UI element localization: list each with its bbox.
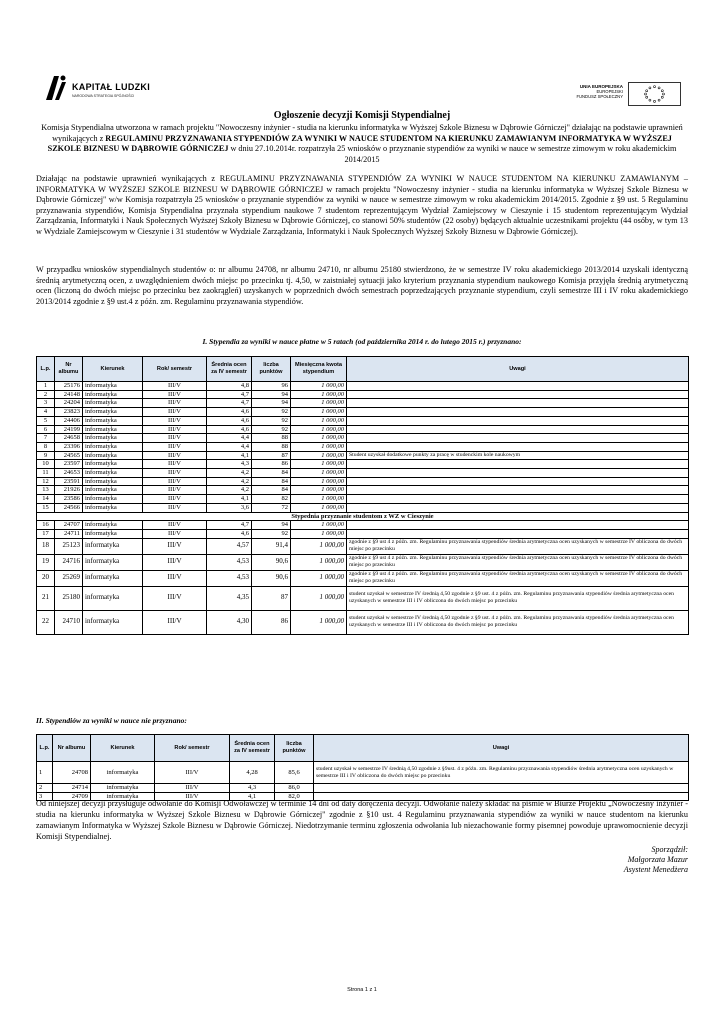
amount-cell: 1 000,00 — [291, 408, 347, 417]
eu-logo-text — [576, 84, 623, 100]
page-title: Ogłoszenie decyzji Komisji Stypendialnej — [273, 110, 451, 121]
semester-cell: III/V — [143, 570, 207, 586]
average-cell: 4,28 — [230, 762, 275, 784]
notes-cell: Student uzyskał dodatkowe punkty za pracę w studenckim kole naukowym — [347, 451, 689, 460]
points-cell: 85,6 — [275, 762, 314, 784]
kierunek-cell: informatyka — [83, 529, 143, 538]
average-cell: 4,1 — [207, 495, 252, 504]
amount-cell: 1 000,00 — [291, 538, 347, 554]
table-row — [37, 390, 689, 399]
signature-block — [624, 845, 688, 875]
table-row — [37, 434, 689, 443]
lp-cell: 16 — [37, 521, 55, 530]
semester-cell: III/V — [143, 610, 207, 634]
album-cell: 23597 — [55, 460, 83, 469]
semester-cell: III/V — [143, 538, 207, 554]
kierunek-cell: informatyka — [83, 442, 143, 451]
table2-header-cell: Uwagi — [314, 735, 689, 762]
average-cell: 4,2 — [207, 469, 252, 478]
eu-line2: EUROPEJSKI — [596, 89, 623, 95]
notes-cell — [347, 477, 689, 486]
semester-cell: III/V — [155, 792, 230, 801]
amount-cell: 1 000,00 — [291, 610, 347, 634]
table-row — [37, 486, 689, 495]
average-cell: 4,53 — [207, 554, 252, 570]
table-row — [37, 477, 689, 486]
lp-cell: 17 — [37, 529, 55, 538]
lp-cell: 4 — [37, 408, 55, 417]
points-cell: 90,6 — [252, 554, 291, 570]
table2-header-row — [37, 735, 689, 762]
lp-cell: 1 — [37, 382, 55, 391]
table1-header-cell: Miesięczna kwota stypendium — [291, 357, 347, 382]
amount-cell: 1 000,00 — [291, 434, 347, 443]
notes-cell — [347, 434, 689, 443]
average-cell: 4,4 — [207, 434, 252, 443]
notes-cell: student uzyskał w semestrze IV średnią 4,50 zgodnie z §9ust. 4 z późn. zm. Regulaminu przyznawania stypendiów średnia arytmetyczna ocen uzyskanych w semestrze III i IV obliczona do dwóch miejsc po przecinku — [314, 762, 689, 784]
notes-cell — [347, 521, 689, 530]
points-cell: 86 — [252, 610, 291, 634]
album-cell: 24708 — [53, 762, 91, 784]
lp-cell: 19 — [37, 554, 55, 570]
amount-cell: 1 000,00 — [291, 554, 347, 570]
table-row — [37, 416, 689, 425]
average-cell: 4,35 — [207, 586, 252, 610]
points-cell: 94 — [252, 399, 291, 408]
table-row — [37, 425, 689, 434]
table-row — [37, 529, 689, 538]
amount-cell: 1 000,00 — [291, 425, 347, 434]
notes-cell — [347, 442, 689, 451]
semester-cell: III/V — [143, 495, 207, 504]
amount-cell: 1 000,00 — [291, 503, 347, 512]
points-cell: 84 — [252, 477, 291, 486]
amount-cell: 1 000,00 — [291, 451, 347, 460]
album-cell: 23586 — [55, 495, 83, 504]
lp-cell: 5 — [37, 416, 55, 425]
average-cell: 4,1 — [207, 451, 252, 460]
average-cell: 4,1 — [230, 792, 275, 801]
table-row — [37, 554, 689, 570]
amount-cell: 1 000,00 — [291, 570, 347, 586]
points-cell: 84 — [252, 469, 291, 478]
points-cell: 92 — [252, 529, 291, 538]
amount-cell: 1 000,00 — [291, 416, 347, 425]
average-cell: 4,6 — [207, 408, 252, 417]
semester-cell: III/V — [143, 425, 207, 434]
table-row — [37, 382, 689, 391]
semester-cell: III/V — [155, 762, 230, 784]
logo-subtitle: NARODOWA STRATEGIA SPÓJNOŚCI — [72, 94, 135, 98]
logo-title: KAPITAŁ LUDZKI — [72, 82, 151, 92]
average-cell: 3,6 — [207, 503, 252, 512]
notes-cell: student uzyskał w semestrze IV średnią 4,50 zgodnie z §9 ust. 4 z późn. zm. Regulaminu przyznawania stypendiów średnia arytmetyczna ocen uzyskanych w semestrze III i IV obliczona do dwóch miejsc po przecinku — [347, 610, 689, 634]
lp-cell: 8 — [37, 442, 55, 451]
amount-cell: 1 000,00 — [291, 477, 347, 486]
amount-cell: 1 000,00 — [291, 390, 347, 399]
lp-cell: 15 — [37, 503, 55, 512]
points-cell: 87 — [252, 586, 291, 610]
table1-header-cell: Kierunek — [83, 357, 143, 382]
lp-cell: 21 — [37, 586, 55, 610]
semester-cell: III/V — [143, 399, 207, 408]
lp-cell: 1 — [37, 762, 53, 784]
table2-header — [37, 735, 689, 762]
album-cell: 24204 — [55, 399, 83, 408]
points-cell: 91,4 — [252, 538, 291, 554]
notes-cell — [347, 425, 689, 434]
lp-cell: 20 — [37, 570, 55, 586]
semester-cell: III/V — [143, 460, 207, 469]
kierunek-cell: informatyka — [91, 762, 155, 784]
lp-cell: 11 — [37, 469, 55, 478]
table1-header-cell: Średnia ocen za IV semestr — [207, 357, 252, 382]
average-cell: 4,6 — [207, 425, 252, 434]
lp-cell: 22 — [37, 610, 55, 634]
kierunek-cell: informatyka — [83, 469, 143, 478]
lp-cell: 13 — [37, 486, 55, 495]
eu-line3: FUNDUSZ SPOŁECZNY — [576, 94, 623, 100]
album-cell: 24199 — [55, 425, 83, 434]
notes-cell — [347, 460, 689, 469]
amount-cell: 1 000,00 — [291, 495, 347, 504]
points-cell: 86,0 — [275, 784, 314, 793]
lp-cell: 7 — [37, 434, 55, 443]
kierunek-cell: informatyka — [83, 425, 143, 434]
points-cell: 96 — [252, 382, 291, 391]
semester-cell: III/V — [143, 416, 207, 425]
album-cell: 24711 — [55, 529, 83, 538]
table1-header-cell: L.p. — [37, 357, 55, 382]
table1-header-row — [37, 357, 689, 382]
lp-cell: 2 — [37, 784, 53, 793]
album-cell: 24406 — [55, 416, 83, 425]
kierunek-cell: informatyka — [83, 538, 143, 554]
average-cell: 4,2 — [207, 477, 252, 486]
points-cell: 92 — [252, 416, 291, 425]
notes-cell: zgodnie z §9 ust 4 z późn. zm. Regulaminu przyznawania stypendiów średnia arytmetyczna ocen uzyskanych w semestrze IV obliczona do dwóch miejsc po przecinku — [347, 554, 689, 570]
average-cell: 4,53 — [207, 570, 252, 586]
table-row — [37, 408, 689, 417]
points-cell: 86 — [252, 460, 291, 469]
kierunek-cell: informatyka — [91, 784, 155, 793]
semester-cell: III/V — [143, 486, 207, 495]
points-cell: 82,0 — [275, 792, 314, 801]
album-cell: 24710 — [55, 610, 83, 634]
notes-cell: zgodnie z §9 ust 4 z późn. zm. Regulaminu przyznawania stypendiów średnia arytmetyczna ocen uzyskanych w semestrze IV obliczona do dwóch miejsc po przecinku — [347, 570, 689, 586]
notes-cell — [347, 382, 689, 391]
semester-cell: III/V — [143, 586, 207, 610]
amount-cell: 1 000,00 — [291, 586, 347, 610]
appeal-paragraph: Od niniejszej decyzji przysługuje odwołanie do Komisji Odwoławczej w terminie 14 dni od daty doręczenia decyzji. Odwołanie należy składać na piśmie w Biurze Projektu „Nowoczesny inżynier - studia na kierunku informatyka w Wyższej Szkole Biznesu w Dąbrowie Górniczej" zgodnie z §10 ust. 4 Regulaminu przyznawania stypendiów za wyniki w nauce studentom na kierunku zamawianym Informatyka w Wyższej Szkole Biznesu w Dąbrowie Górniczej. Niedotrzymanie terminu zgłoszenia odwołania lub niezachowanie formy pisemnej powoduje uprawomocnienie decyzji Komisji Stypendialnej. — [36, 799, 688, 841]
lp-cell: 10 — [37, 460, 55, 469]
album-cell: 21926 — [55, 486, 83, 495]
notes-cell — [347, 390, 689, 399]
album-cell: 24653 — [55, 469, 83, 478]
average-cell: 4,7 — [207, 399, 252, 408]
points-cell: 72 — [252, 503, 291, 512]
intro-part-c: w dniu 27.10.2014r. rozpatrzyła 25 wniosków o przyznanie stypendiów za wyniki w nauce w semestrze zimowym w roku akademickim 2014/2015 — [228, 144, 677, 164]
table-row — [37, 442, 689, 451]
table-row — [37, 610, 689, 634]
kierunek-cell: informatyka — [83, 382, 143, 391]
table1-header-cell: Rok/ semestr — [143, 357, 207, 382]
lp-cell: 6 — [37, 425, 55, 434]
intro-paragraph — [36, 123, 688, 165]
album-cell: 25180 — [55, 586, 83, 610]
lp-cell: 18 — [37, 538, 55, 554]
notes-cell — [347, 495, 689, 504]
table-row — [37, 762, 689, 784]
table-row — [37, 586, 689, 610]
table1-header-cell: liczba punktów — [252, 357, 291, 382]
album-cell: 24658 — [55, 434, 83, 443]
semester-cell: III/V — [143, 442, 207, 451]
semester-cell: III/V — [143, 554, 207, 570]
amount-cell: 1 000,00 — [291, 469, 347, 478]
kierunek-cell: informatyka — [83, 486, 143, 495]
table-row — [37, 503, 689, 512]
amount-cell: 1 000,00 — [291, 442, 347, 451]
table-row — [37, 521, 689, 530]
intro-part-a: Komisja Stypendialna utworzona w ramach projektu "Nowoczesny inżynier - studia na kierunku informatyka w Wyższej Szkole Biznesu w Dąbrowie Górniczej" działając na podstawie uprawnień wynikających z — [41, 123, 683, 143]
table-row — [37, 460, 689, 469]
album-cell: 24148 — [55, 390, 83, 399]
average-cell: 4,6 — [207, 529, 252, 538]
album-cell: 24716 — [55, 554, 83, 570]
kierunek-cell: informatyka — [83, 554, 143, 570]
signature-role: Asystent Menedżera — [623, 865, 688, 874]
album-cell: 25269 — [55, 570, 83, 586]
table1-body — [37, 382, 689, 635]
notes-cell — [347, 408, 689, 417]
album-cell: 24566 — [55, 503, 83, 512]
amount-cell: 1 000,00 — [291, 399, 347, 408]
notes-cell — [314, 784, 689, 793]
kierunek-cell: informatyka — [83, 416, 143, 425]
semester-cell: III/V — [143, 469, 207, 478]
lp-cell: 9 — [37, 451, 55, 460]
notes-cell: zgodnie z §9 ust 4 z późn. zm. Regulaminu przyznawania stypendiów średnia arytmetyczna ocen uzyskanych w semestrze IV obliczona do dwóch miejsc po przecinku — [347, 538, 689, 554]
kapital-ludzki-symbol-icon — [44, 74, 68, 102]
album-cell: 25123 — [55, 538, 83, 554]
average-cell: 4,6 — [207, 416, 252, 425]
lp-cell: 2 — [37, 390, 55, 399]
points-cell: 92 — [252, 408, 291, 417]
notes-cell — [347, 469, 689, 478]
table-row — [37, 495, 689, 504]
semester-cell: III/V — [143, 434, 207, 443]
notes-cell — [347, 486, 689, 495]
points-cell: 88 — [252, 434, 291, 443]
tie-break-paragraph: W przypadku wniosków stypendialnych studentów o: nr albumu 24708, nr albumu 24710, nr albumu 25180 stwierdzono, że w semestrze IV roku akademickiego 2013/2014 uzyskali identyczną średnią arytmetyczną ocen, z uwzględnieniem dwóch miejsc po przecinku tj. 4,50, w zaistniałej sytuacji jako kryterium przyznania stypendium naukowego Komisja przyjęła średnią arytmetyczną ocen (liczoną do dwóch miejsc po przecinku bez zaokrągleń) uzyskanych w poprzednich dwóch semestrach poprzedzających przyznanie stypendium, czyli semestrze III i IV roku akademickiego 2013/2014 zgodnie z §9 ust.4 z późn. zm. Regulaminu przyznawania stypendiów. — [36, 265, 688, 306]
table-row — [37, 469, 689, 478]
average-cell: 4,57 — [207, 538, 252, 554]
notes-cell — [347, 529, 689, 538]
table2-body — [37, 762, 689, 801]
album-cell: 24714 — [53, 784, 91, 793]
points-cell: 92 — [252, 425, 291, 434]
amount-cell: 1 000,00 — [291, 486, 347, 495]
points-cell: 88 — [252, 442, 291, 451]
table2-header-cell: Średnia ocen za IV semestr — [230, 735, 275, 762]
kierunek-cell: informatyka — [83, 460, 143, 469]
lp-cell: 3 — [37, 792, 53, 801]
notes-cell: student uzyskał w semestrze IV średnią 4,50 zgodnie z §9 ust. 4 z późn. zm. Regulaminu przyznawania stypendiów średnia arytmetyczna ocen uzyskanych w semestrze III i IV obliczona do dwóch miejsc po przecinku — [347, 586, 689, 610]
average-cell: 4,3 — [230, 784, 275, 793]
lp-cell: 3 — [37, 399, 55, 408]
kierunek-cell: informatyka — [83, 399, 143, 408]
notes-cell — [347, 503, 689, 512]
points-cell: 87 — [252, 451, 291, 460]
points-cell: 94 — [252, 521, 291, 530]
album-cell: 23823 — [55, 408, 83, 417]
album-cell: 24565 — [55, 451, 83, 460]
eu-line1: UNIA EUROPEJSKA — [579, 84, 623, 89]
semester-cell: III/V — [143, 503, 207, 512]
semester-cell: III/V — [143, 529, 207, 538]
album-cell: 24709 — [53, 792, 91, 801]
eu-flag-icon — [628, 82, 681, 106]
table-row — [37, 538, 689, 554]
table2-header-cell: Nr albumu — [53, 735, 91, 762]
table1-header-cell: Uwagi — [347, 357, 689, 382]
kierunek-cell: informatyka — [91, 792, 155, 801]
notes-cell — [347, 416, 689, 425]
lp-cell: 12 — [37, 477, 55, 486]
kierunek-cell: informatyka — [83, 451, 143, 460]
semester-cell: III/V — [143, 408, 207, 417]
average-cell: 4,8 — [207, 382, 252, 391]
kierunek-cell: informatyka — [83, 434, 143, 443]
average-cell: 4,7 — [207, 521, 252, 530]
semester-cell: III/V — [143, 477, 207, 486]
table2-header-cell: L.p. — [37, 735, 53, 762]
semester-cell: III/V — [143, 382, 207, 391]
kierunek-cell: informatyka — [83, 495, 143, 504]
average-cell: 4,3 — [207, 460, 252, 469]
table2-header-cell: Kierunek — [91, 735, 155, 762]
amount-cell: 1 000,00 — [291, 382, 347, 391]
table-row — [37, 570, 689, 586]
average-cell: 4,7 — [207, 390, 252, 399]
points-cell: 90,6 — [252, 570, 291, 586]
amount-cell: 1 000,00 — [291, 529, 347, 538]
semester-cell: III/V — [143, 451, 207, 460]
table1-header-cell: Nr albumu — [55, 357, 83, 382]
section-row — [37, 512, 689, 521]
album-cell: 25176 — [55, 382, 83, 391]
page-footer: Strona 1 z 1 — [347, 987, 377, 993]
decision-paragraph: Działając na podstawie uprawnień wynikających z REGULAMINU PRZYZNAWANIA STYPENDIÓW ZA WYNIKI W NAUCE STUDENTOM NA KIERUNKU ZAMAWIANYM – INFORMATYKA W WYŻSZEJ SZKOLE BIZNESU W DĄBROWIE GÓRNICZEJ w ramach projektu "Nowoczesny inżynier - studia na kierunku informatyka w Wyższej Szkole Biznesu w Dąbrowie Górniczej" w/w Komisja rozpatrzyła 25 wniosków o przyznanie stypendiów za wyniki w nauce w semestrze zimowym w roku akademickim 2014/2015. Zgodnie z §9 ust. 5 Regulaminu przyznawania stypendiów, Komisja Stypendialna przyznała stypendium naukowe 7 studentom reprezentującym Wydział Zamiejscowy w Cieszynie i 15 studentom reprezentującym Wydział Zarządzania, Informatyki i Nauk Społecznych Wyższej Szkoły Biznesu w Dąbrowie Górniczej, co stanowi 50% studentów (22 osoby) będących aktualnie uczestnikami projektu (44 osóby, w tym 13 w Wydziale Zamiejscowym w Cieszynie i 31 studentów w Wydziale Zarządzania, Informatyki i Nauk Społecznych Wyższej Szkoły Biznesu w Dąbrowie Górniczej). — [36, 174, 688, 236]
semester-cell: III/V — [143, 390, 207, 399]
semester-cell: III/V — [143, 521, 207, 530]
table2-caption: II. Stypendiów za wyniki w nauce nie przyznano: — [36, 716, 187, 725]
kierunek-cell: informatyka — [83, 408, 143, 417]
section-title: Stypednia przyznanie studentom z WZ w Cieszynie — [37, 512, 689, 521]
eu-logo — [556, 82, 681, 106]
signature-label: Sporządził: — [651, 845, 688, 854]
notes-cell — [347, 399, 689, 408]
average-cell: 4,2 — [207, 486, 252, 495]
table1-header — [37, 357, 689, 382]
amount-cell: 1 000,00 — [291, 460, 347, 469]
album-cell: 24707 — [55, 521, 83, 530]
table2-header-cell: Rok/ semestr — [155, 735, 230, 762]
kierunek-cell: informatyka — [83, 610, 143, 634]
album-cell: 23591 — [55, 477, 83, 486]
album-cell: 23396 — [55, 442, 83, 451]
kierunek-cell: informatyka — [83, 521, 143, 530]
table-row — [37, 451, 689, 460]
table-row — [37, 399, 689, 408]
kierunek-cell: informatyka — [83, 477, 143, 486]
average-cell: 4,4 — [207, 442, 252, 451]
average-cell: 4,30 — [207, 610, 252, 634]
kierunek-cell: informatyka — [83, 586, 143, 610]
amount-cell: 1 000,00 — [291, 521, 347, 530]
points-cell: 84 — [252, 486, 291, 495]
rejected-scholarships-table — [36, 734, 689, 801]
table1-caption: I. Stypendia za wyniki w nauce płatne w 5 ratach (od października 2014 r. do lutego 2015 r.) przyznano: — [202, 337, 522, 346]
intro-part-b: REGULAMINU PRZYZNAWANIA STYPENDIÓW ZA WYNIKI W NAUCE STUDENTOM NA KIERUNKU ZAMAWIANYM INFORMATYKA W WYŻSZEJ SZKOLE BIZNESU W DĄBROWIE GÓRNICZEJ — [47, 133, 672, 153]
kapital-ludzki-logo — [44, 74, 164, 104]
signature-name: Małgorzata Mazur — [627, 855, 688, 864]
table2-header-cell: liczba punktów — [275, 735, 314, 762]
lp-cell: 14 — [37, 495, 55, 504]
kierunek-cell: informatyka — [83, 503, 143, 512]
table-row — [37, 784, 689, 793]
semester-cell: III/V — [155, 784, 230, 793]
points-cell: 94 — [252, 390, 291, 399]
kierunek-cell: informatyka — [83, 390, 143, 399]
awarded-scholarships-table — [36, 356, 689, 635]
points-cell: 82 — [252, 495, 291, 504]
kierunek-cell: informatyka — [83, 570, 143, 586]
